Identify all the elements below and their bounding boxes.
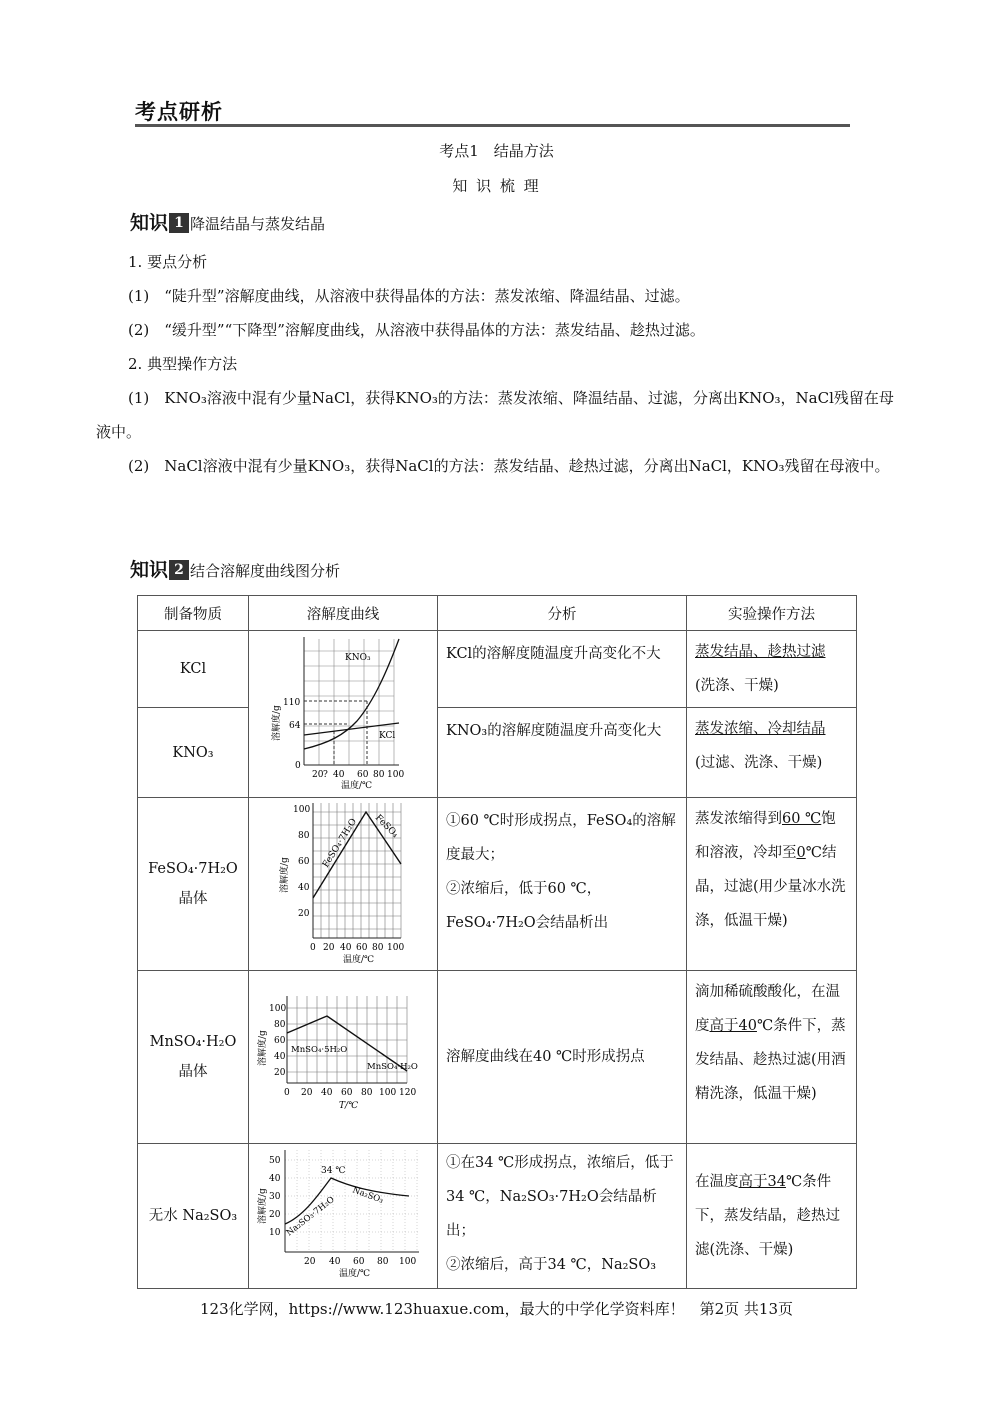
- analysis-cell: [438, 798, 687, 971]
- x-tick: 40: [321, 1088, 333, 1098]
- y-tick: 100: [293, 805, 311, 815]
- x-tick: 60: [341, 1088, 353, 1098]
- y-axis-label: 溶解度/g: [258, 1188, 268, 1224]
- x-tick: 20: [323, 943, 335, 953]
- x-tick: 120: [399, 1088, 417, 1098]
- paragraph: (1) “陡升型”溶解度曲线，从溶液中获得晶体的方法：蒸发浓缩、降温结晶、过滤。: [128, 287, 690, 305]
- y-tick: 110: [283, 698, 301, 708]
- operation-main: 蒸发结晶、趁热过滤: [695, 644, 826, 660]
- operation-key: 0: [796, 845, 806, 861]
- material-suffix: 晶体: [178, 1064, 208, 1080]
- chart-grid: [285, 1150, 419, 1252]
- x-tick: 100: [379, 1088, 397, 1098]
- x-tick: 0: [284, 1088, 290, 1098]
- x-tick: 20: [301, 1088, 313, 1098]
- x-tick: 80: [377, 1257, 389, 1267]
- table-row: [138, 1144, 857, 1289]
- operation-text: 蒸发浓缩得到: [695, 811, 782, 827]
- operation-text: ℃结晶，过滤(用少量冰水洗涤，低温干燥): [695, 845, 846, 929]
- x-tick: 100: [387, 770, 405, 780]
- operation-key: 高于34: [738, 1174, 786, 1190]
- series-label: MnSO₄·H₂O: [367, 1062, 418, 1072]
- y-tick: 20: [274, 1068, 286, 1078]
- operation-key: 60 ℃: [782, 811, 822, 827]
- y-tick: 60: [298, 857, 310, 867]
- paragraph: (2) NaCl溶液中混有少量KNO₃，获得NaCl的方法：蒸发结晶、趁热过滤，分离出NaCl，KNO₃残留在母液中。: [128, 457, 890, 475]
- analysis-cell: KCl的溶解度随温度升高变化不大: [438, 631, 687, 708]
- table-header-row: [138, 596, 857, 631]
- analysis-point: ①60 ℃时形成拐点，FeSO₄的溶解度最大；: [446, 813, 676, 863]
- x-axis-label: 温度/℃: [339, 1269, 371, 1278]
- operation-key: 高于40: [709, 1018, 757, 1034]
- y-tick: 20: [269, 1210, 281, 1220]
- series-label: Na₂SO₃·7H₂O: [284, 1194, 337, 1239]
- peak-label: 34 ℃: [321, 1166, 346, 1176]
- table-row: [138, 631, 857, 708]
- operation-main: 蒸发浓缩、冷却结晶: [695, 721, 826, 737]
- table-row: [138, 971, 857, 1144]
- y-axis-label: 溶解度/g: [258, 1030, 268, 1066]
- analysis-point: ②浓缩后，低于60 ℃，FeSO₄·7H₂O会结晶析出: [446, 881, 609, 931]
- y-tick: 80: [274, 1020, 286, 1030]
- chart-cell: [249, 971, 438, 1144]
- chart-cell: [249, 1144, 438, 1289]
- y-tick: 40: [298, 883, 310, 893]
- chart-cell: [249, 798, 438, 971]
- chart-mnso4: [249, 971, 437, 1139]
- header-cell: 分析: [438, 596, 687, 631]
- paragraph: 2. 典型操作方法: [128, 355, 238, 373]
- header-cell: 溶解度曲线: [249, 596, 438, 631]
- material-formula: MnSO₄·H₂O: [149, 1034, 237, 1050]
- chart-kno3-kcl: [249, 631, 437, 789]
- x-tick: 60: [353, 1257, 365, 1267]
- series-label: FeSO₄: [372, 813, 400, 841]
- y-tick: 50: [269, 1156, 281, 1166]
- knowledge-label: 知识: [130, 559, 169, 581]
- x-axis-label: T/℃: [339, 1101, 359, 1111]
- analysis-point: ①在34 ℃形成拐点，浓缩后，低于34 ℃，Na₂SO₃·7H₂O会结晶析出；: [446, 1155, 674, 1239]
- operation-text: ℃条件下，蒸发结晶，趁热过滤(洗涤、干燥): [695, 1174, 840, 1258]
- operation-cell: [687, 631, 857, 708]
- operation-text: ℃条件下，蒸发结晶、趁热过滤(用酒精洗涤，低温干燥): [695, 1018, 846, 1102]
- operation-text: 滴加稀硫酸酸化，在温度: [695, 984, 840, 1034]
- x-tick: 20: [304, 1257, 316, 1267]
- operation-cell: [687, 971, 857, 1144]
- material-suffix: 晶体: [178, 891, 208, 907]
- y-tick: 100: [269, 1004, 287, 1014]
- material-cell: [138, 798, 249, 971]
- series-label: Na₂SO₃: [350, 1185, 385, 1206]
- x-tick: 60: [356, 943, 368, 953]
- y-tick: 60: [274, 1036, 286, 1046]
- y-tick: 20: [298, 909, 310, 919]
- material-cell: KCl: [138, 631, 249, 708]
- header-cell: 制备物质: [138, 596, 249, 631]
- y-axis-label: 溶解度/g: [280, 857, 290, 893]
- x-tick: 0: [310, 943, 316, 953]
- y-tick: 80: [298, 831, 310, 841]
- subtitle: 知 识 梳 理: [452, 177, 541, 195]
- header-cell: 实验操作方法: [687, 596, 857, 631]
- page-footer: 123化学网，https://www.123huaxue.com，最大的中学化学资料库！ 第2页 共13页: [199, 1300, 794, 1318]
- x-axis-label: 温度/℃: [343, 955, 375, 965]
- y-tick: 10: [269, 1228, 281, 1238]
- operation-text: 在温度: [695, 1174, 739, 1190]
- x-tick: ?: [323, 770, 328, 780]
- y-tick: 40: [269, 1174, 281, 1184]
- chart-feso4: [249, 798, 437, 966]
- table-row: [138, 798, 857, 971]
- x-tick: 20: [312, 770, 324, 780]
- x-tick: 80: [361, 1088, 373, 1098]
- crystallization-table: [137, 595, 857, 1289]
- table-row: [138, 708, 857, 798]
- y-axis-label: 溶解度/g: [272, 705, 282, 741]
- analysis-cell: 溶解度曲线在40 ℃时形成拐点: [438, 971, 687, 1144]
- y-tick: 40: [274, 1052, 286, 1062]
- x-tick: 100: [387, 943, 405, 953]
- knowledge-number-badge: 1: [169, 213, 189, 233]
- x-tick: 40: [340, 943, 352, 953]
- material-formula: FeSO₄·7H₂O: [148, 861, 238, 877]
- series-label: MnSO₄·5H₂O: [291, 1045, 348, 1055]
- x-tick: 80: [373, 770, 385, 780]
- operation-cell: [687, 708, 857, 798]
- analysis-cell: [438, 1144, 687, 1289]
- x-tick: 60: [357, 770, 369, 780]
- knowledge-number-badge: 2: [169, 560, 189, 580]
- series-label: KNO₃: [345, 653, 371, 663]
- knowledge-1-heading: [130, 208, 325, 235]
- paragraph: (1) KNO₃溶液中混有少量NaCl，获得KNO₃的方法：蒸发浓缩、降温结晶、过滤，分离出KNO₃，NaCl残留在母液中。: [96, 389, 894, 441]
- paragraph: 1. 要点分析: [128, 253, 208, 271]
- series-label: FeSO₄·7H₂O: [321, 817, 360, 870]
- analysis-cell: KNO₃的溶解度随温度升高变化大: [438, 708, 687, 798]
- x-tick: 40: [329, 1257, 341, 1267]
- section-title: 考点研析: [135, 100, 223, 124]
- x-tick: 80: [372, 943, 384, 953]
- x-axis-label: 温度/℃: [341, 781, 373, 789]
- paragraph: (2) “缓升型”“下降型”溶解度曲线，从溶液中获得晶体的方法：蒸发结晶、趁热过滤。: [128, 321, 705, 339]
- knowledge-title: 降温结晶与蒸发结晶: [190, 215, 326, 233]
- operation-text: 饱和溶液，冷却至: [695, 811, 836, 861]
- operation-sub: (过滤、洗涤、干燥): [695, 755, 823, 771]
- y-tick: 0: [295, 761, 301, 771]
- material-cell: 无水 Na₂SO₃: [138, 1144, 249, 1289]
- series-label: KCl: [379, 731, 396, 741]
- y-tick: 64: [289, 721, 301, 731]
- chart-axes: [285, 1150, 419, 1252]
- operation-sub: (洗涤、干燥): [695, 678, 779, 694]
- x-tick: 100: [399, 1257, 417, 1267]
- analysis-point: ②浓缩后，高于34 ℃，Na₂SO₃: [446, 1257, 657, 1273]
- material-cell: [138, 971, 249, 1144]
- chart-cell: [249, 631, 438, 798]
- knowledge-title: 结合溶解度曲线图分析: [190, 562, 341, 580]
- knowledge-label: 知识: [130, 212, 169, 234]
- chart-na2so3: [249, 1144, 437, 1278]
- material-cell: KNO₃: [138, 708, 249, 798]
- point-title: 考点1 结晶方法: [439, 142, 554, 160]
- operation-cell: [687, 798, 857, 971]
- operation-cell: [687, 1144, 857, 1289]
- section-divider: [135, 124, 850, 127]
- y-tick: 30: [269, 1192, 281, 1202]
- x-tick: 40: [333, 770, 345, 780]
- knowledge-2-heading: [130, 555, 340, 582]
